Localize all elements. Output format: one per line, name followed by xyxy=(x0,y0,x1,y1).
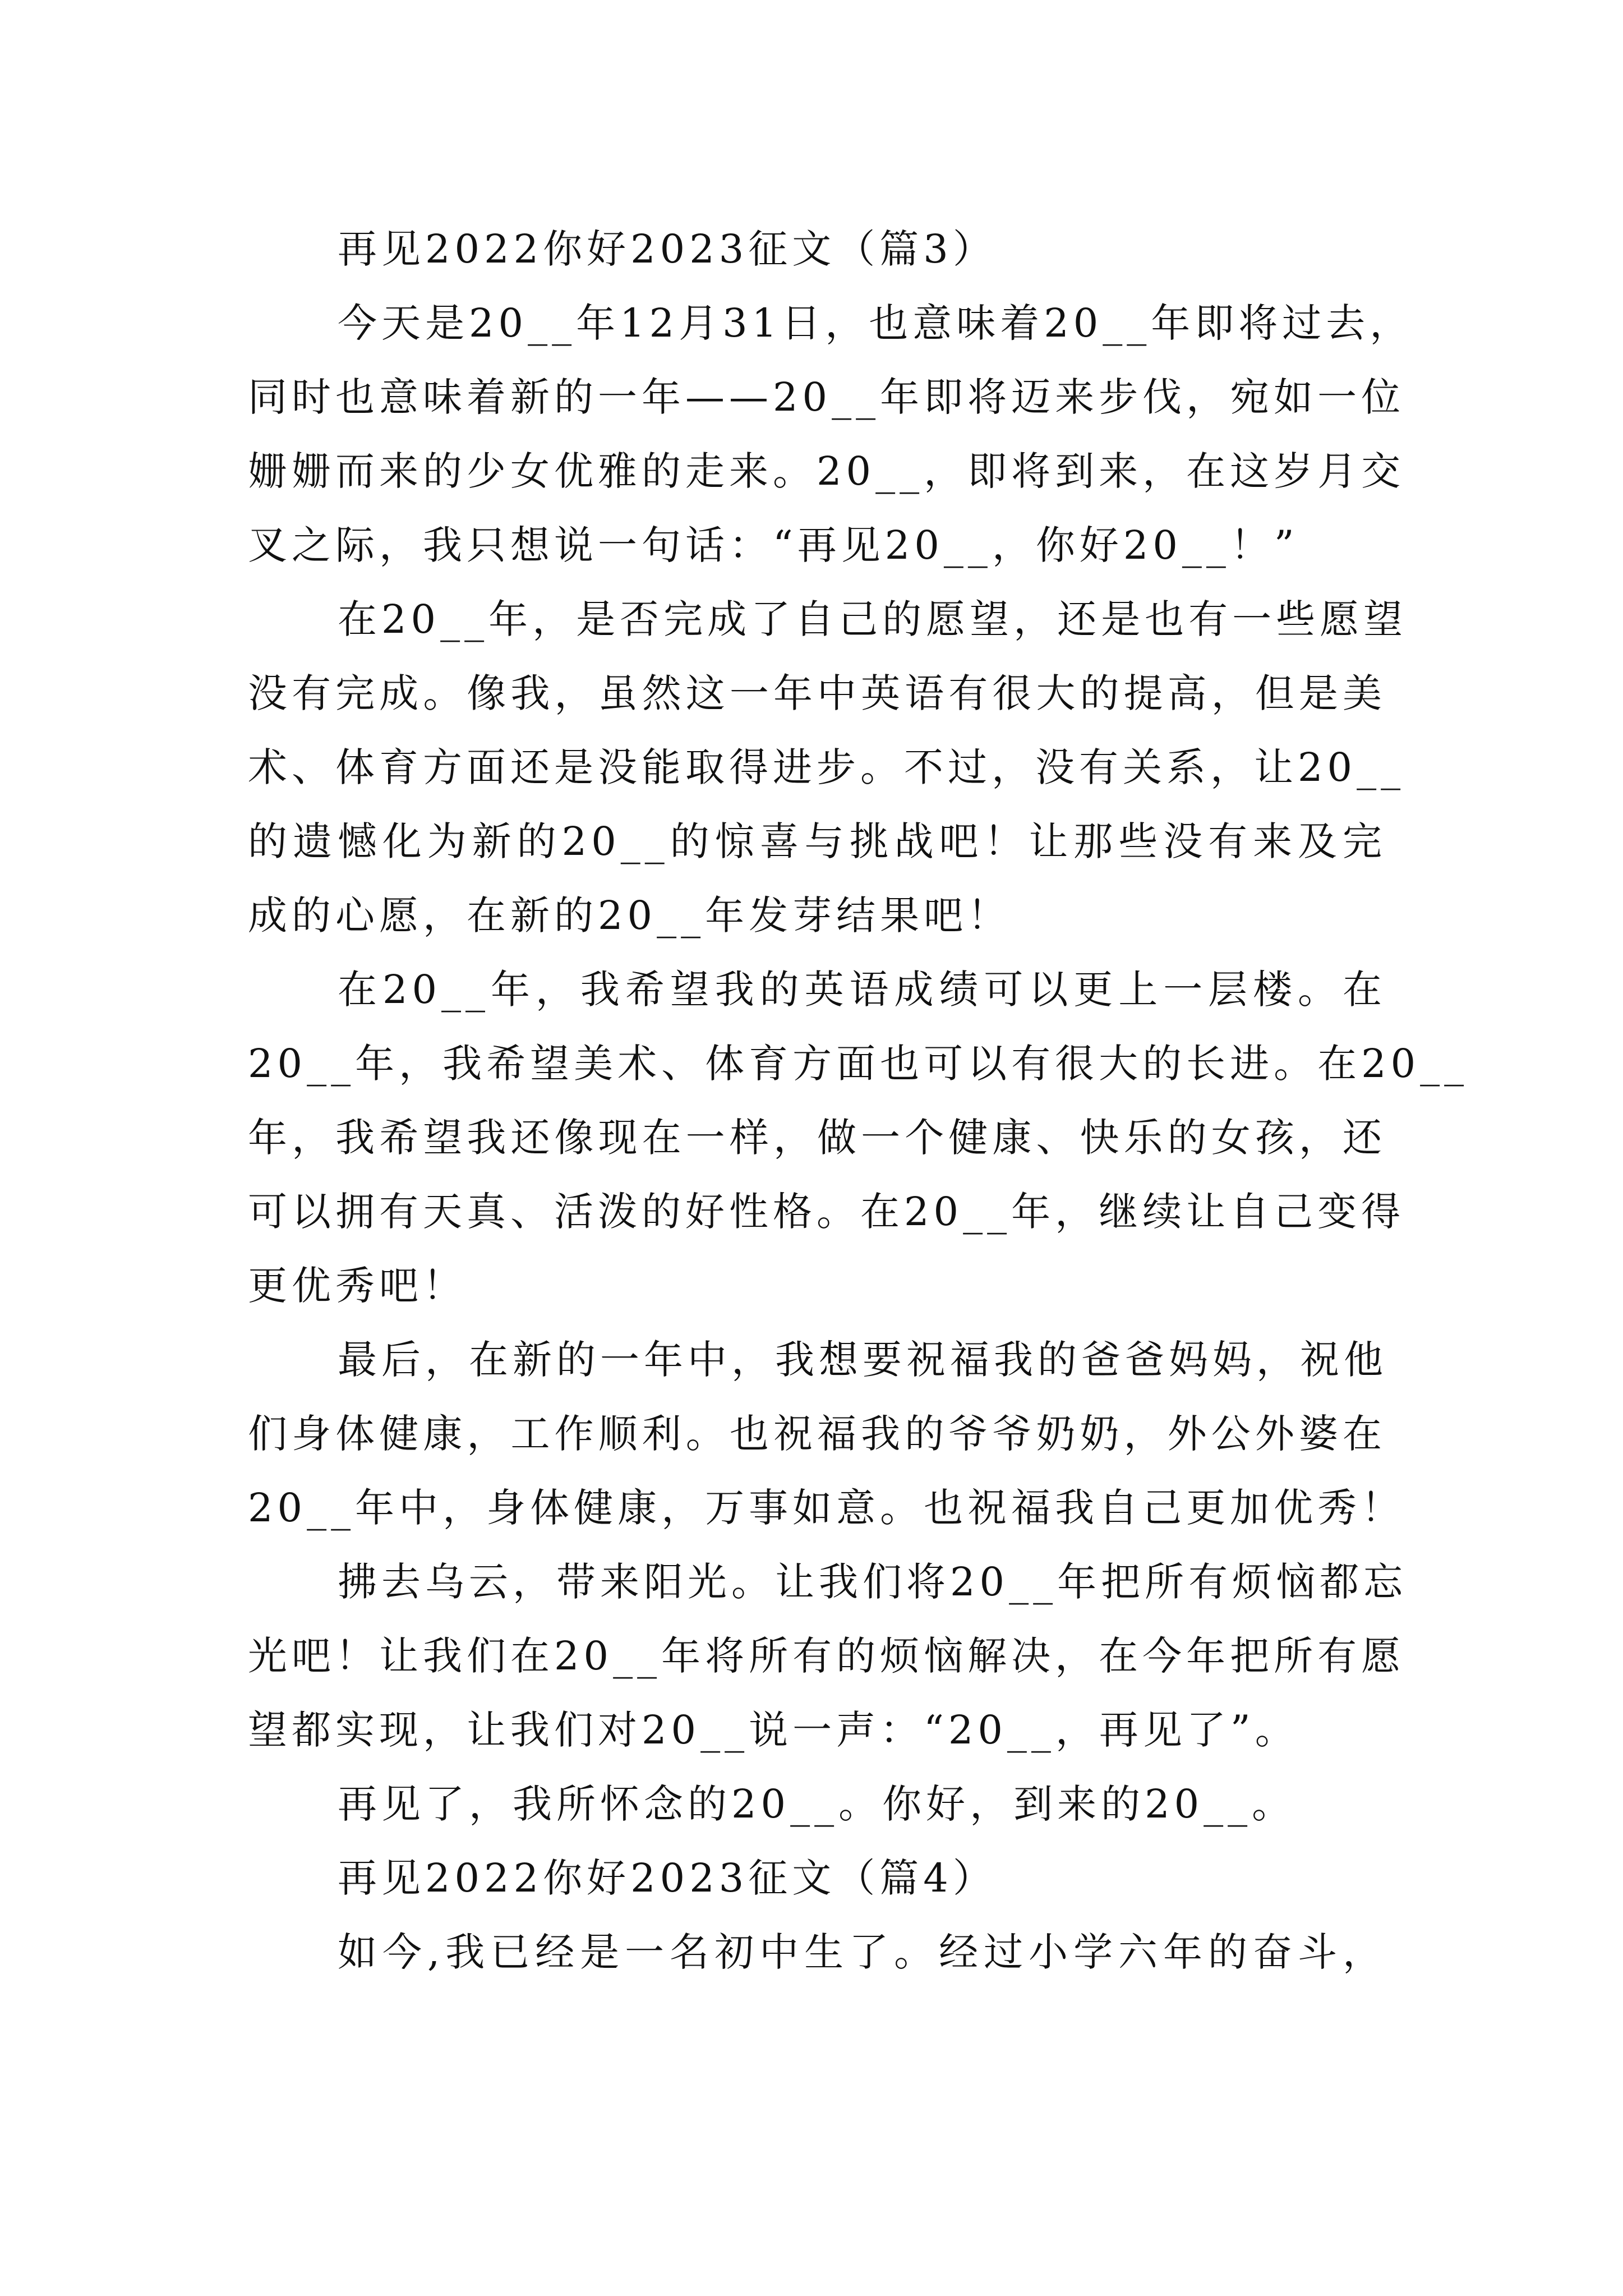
text-line: 最后，在新的一年中，我想要祝福我的爸爸妈妈，祝他 xyxy=(338,1337,1387,1383)
text-line: 光吧！让我们在20__年将所有的烦恼解决，在今年把所有愿 xyxy=(248,1633,1405,1679)
text-line: 20__年，我希望美术、体育方面也可以有很大的长进。在20__ xyxy=(248,1041,1469,1087)
text-line: 在20__年，我希望我的英语成绩可以更上一层楼。在 xyxy=(338,967,1386,1013)
text-line: 拂去乌云，带来阳光。让我们将20__年把所有烦恼都忘 xyxy=(338,1559,1408,1605)
text-line: 成的心愿，在新的20__年发芽结果吧！ xyxy=(248,892,1012,938)
text-line: 的遗憾化为新的20__的惊喜与挑战吧！让那些没有来及完 xyxy=(248,818,1386,864)
text-line: 同时也意味着新的一年——20__年即将迈来步伐，宛如一位 xyxy=(248,374,1405,420)
section-heading-4: 再见2022你好2023征文（篇4） xyxy=(338,1855,997,1901)
text-line: 如今,我已经是一名初中生了。经过小学六年的奋斗， xyxy=(338,1929,1386,1975)
text-line: 再见了，我所怀念的20__。你好，到来的20__。 xyxy=(338,1781,1296,1827)
text-line: 们身体健康，工作顺利。也祝福我的爷爷奶奶，外公外婆在 xyxy=(248,1411,1386,1457)
text-line: 叉之际，我只想说一句话：“再见20__，你好20__！” xyxy=(248,522,1299,568)
text-line: 更优秀吧！ xyxy=(248,1263,467,1309)
text-line: 术、体育方面还是没能取得进步。不过，没有关系，让20__ xyxy=(248,744,1405,790)
text-line: 可以拥有天真、活泼的好性格。在20__年，继续让自己变得 xyxy=(248,1189,1405,1235)
text-line: 望都实现，让我们对20__说一声：“20__，再见了”。 xyxy=(248,1707,1299,1753)
text-line: 今天是20__年12月31日，也意味着20__年即将过去， xyxy=(338,300,1414,346)
section-heading-3: 再见2022你好2023征文（篇3） xyxy=(338,226,997,272)
text-line: 姗姗而来的少女优雅的走来。20__，即将到来，在这岁月交 xyxy=(248,448,1405,494)
text-line: 在20__年，是否完成了自己的愿望，还是也有一些愿望 xyxy=(338,596,1408,642)
text-line: 没有完成。像我，虽然这一年中英语有很大的提高，但是美 xyxy=(248,670,1386,716)
text-line: 年，我希望我还像现在一样，做一个健康、快乐的女孩，还 xyxy=(248,1115,1386,1161)
text-line: 20__年中，身体健康，万事如意。也祝福我自己更加优秀！ xyxy=(248,1485,1405,1531)
